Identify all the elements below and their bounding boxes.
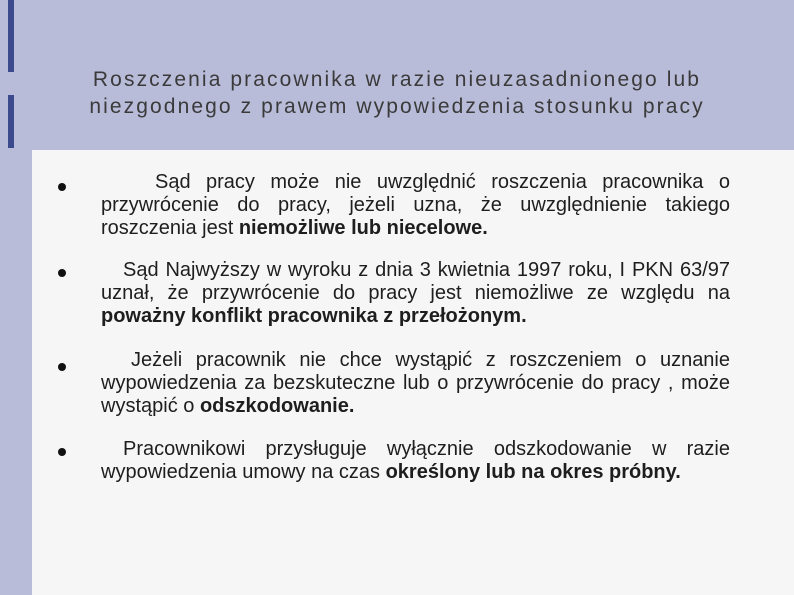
bullet-text-regular: Jeżeli pracownik nie chce wystąpić z roszczeniem o uznanie wypowiedzenia za bezskuteczne lub o przywrócenie do pracy , może wystąpić o (101, 349, 730, 417)
bullet-text (101, 438, 730, 484)
bullet-text-bold: określony lub na okres próbny. (385, 461, 681, 483)
bullet-text (101, 171, 730, 240)
bullet-text (101, 349, 730, 418)
bullet-dot-icon (58, 448, 66, 456)
bullet-dot-icon (58, 269, 66, 277)
bullet-text-regular: Sąd Najwyższy w wyroku z dnia 3 kwietnia 1997 roku, I PKN 63/97 uznał, że przywrócenie do pracy jest niemożliwe ze względu na (101, 259, 730, 304)
bullet-dot-icon (58, 183, 66, 191)
bullet-text-regular: Sąd pracy może nie uwzględnić roszczenia pracownika o przywrócenie do pracy, jeżeli uzna, że uwzględnienie takiego roszczenia jest (101, 171, 730, 239)
bullet-dot-icon (58, 363, 66, 371)
bullet-text-regular: Pracownikowi przysługuje wyłącznie odszkodowanie w razie wypowiedzenia umowy na czas (101, 438, 730, 483)
bullet-text-bold: poważny konflikt pracownika z przełożonym. (101, 305, 527, 327)
bullet-text-bold: niemożliwe lub niecelowe. (238, 217, 488, 239)
bullet-text (101, 259, 730, 328)
slide-title-line-1: Roszczenia pracownika w razie nieuzasadnionego lub (92, 68, 702, 91)
slide-title-line-2: niezgodnego z prawem wypowiedzenia stosunku pracy (89, 95, 705, 118)
bullet-text-bold: odszkodowanie. (199, 395, 355, 417)
